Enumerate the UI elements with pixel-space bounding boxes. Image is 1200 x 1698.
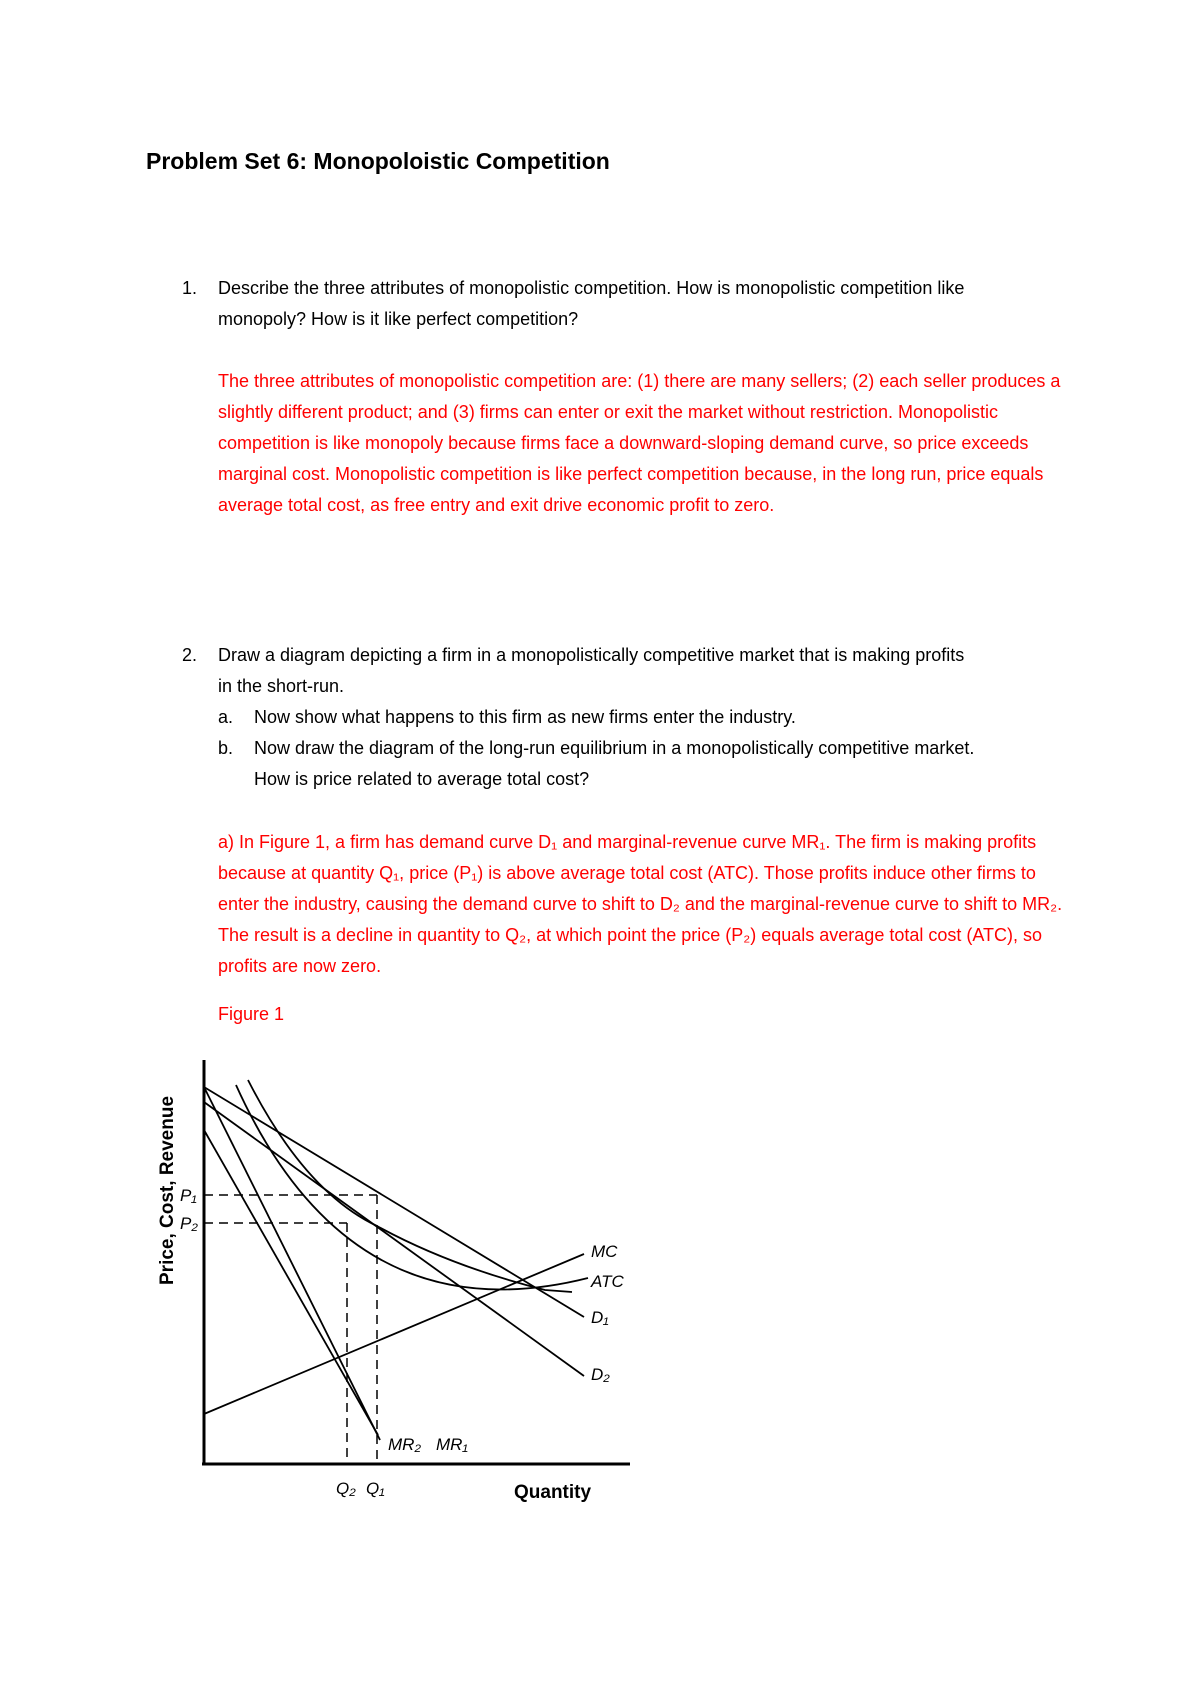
q2-label: Q₂ (336, 1479, 356, 1498)
question-1 (182, 273, 978, 335)
q1-label: Q₁ (366, 1479, 385, 1498)
page-title: Problem Set 6: Monopoloistic Competition (146, 148, 610, 174)
mr2-label: MR₂ (388, 1435, 421, 1454)
x-axis-label: Quantity (514, 1482, 592, 1503)
p2-label: P₂ (180, 1214, 198, 1233)
mr1-label: MR₁ (436, 1435, 468, 1454)
y-axis-label: Price, Cost, Revenue (157, 1095, 178, 1285)
sub-question-a (218, 702, 998, 733)
d2-label: D₂ (591, 1365, 610, 1384)
answer-1: The three attributes of monopolistic competition are: (1) there are many sellers; (2) each seller produces a slightly different product; and (3) firms can enter or exit the market without restriction. Monopolistic competition is like monopoly because firms face a downward-sloping demand curve, so price exceeds marginal cost. Monopolistic competition is like perfect competition because, in the long run, price equals average total cost, as free entry and exit drive economic profit to zero. (218, 371, 1061, 515)
p1-label: P₁ (180, 1186, 197, 1205)
question-number: 1. (182, 278, 198, 298)
sub-question-text: Now show what happens to this firm as new firms enter the industry. (254, 707, 796, 727)
sub-question-label: a. (218, 707, 234, 727)
sub-question-text: Now draw the diagram of the long-run equilibrium in a monopolistically competitive market. How is price related to average total cost? (254, 738, 975, 789)
answer-2: a) In Figure 1, a firm has demand curve D₁ and marginal-revenue curve MR₁. The firm is making profits because at quantity Q₁, price (P₁) is above average total cost (ATC). Those profits induce other firms to enter the industry, causing the demand curve to shift to D₂ and the marginal-revenue curve to shift to MR₂. The result is a decline in quantity to Q₂, at which point the price (P₂) equals average total cost (ATC), so profits are now zero. (218, 832, 1063, 976)
d1-label: D₁ (591, 1308, 609, 1327)
question-number: 2. (182, 645, 198, 665)
figure-caption: Figure 1 (218, 1004, 285, 1024)
question-text: Describe the three attributes of monopolistic competition. How is monopolistic competition like monopoly? How is it like perfect competition? (218, 278, 965, 329)
figure-1-diagram (140, 1040, 660, 1520)
sub-question-b (218, 733, 998, 795)
mc-label: MC (591, 1242, 618, 1261)
atc-label: ATC (591, 1272, 624, 1291)
sub-question-label: b. (218, 738, 234, 758)
question-text: Draw a diagram depicting a firm in a monopolistically competitive market that is making profits in the short-run. (218, 645, 965, 696)
question-2 (182, 640, 998, 795)
